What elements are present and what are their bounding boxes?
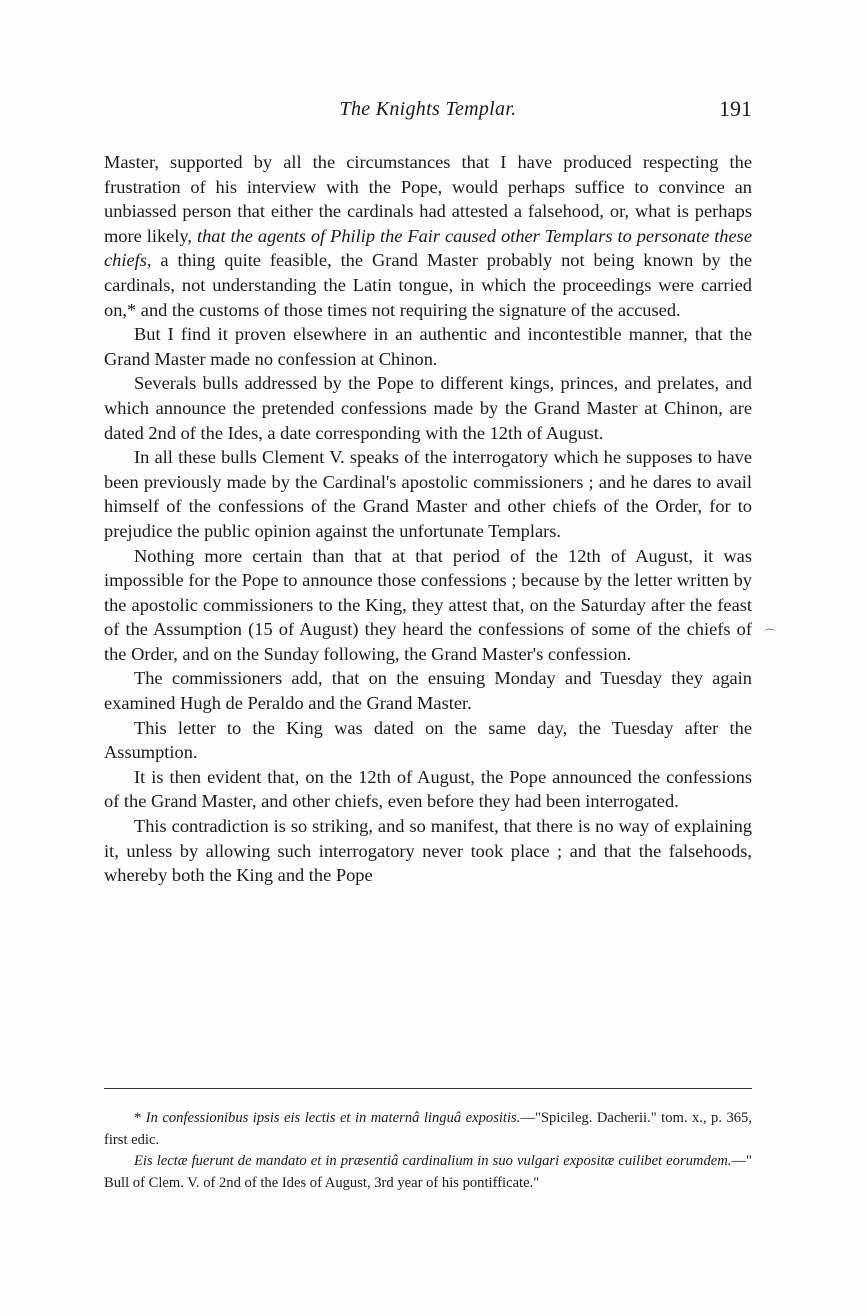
text-run: —" Bull of Clem. V. of 2nd of the Ides of August, 3rd year of his pontifficate." xyxy=(104,1153,752,1191)
paragraph xyxy=(104,150,752,322)
text-run: Severals bulls addressed by the Pope to different kings, princes, and prelates, and which announce the pretended confessions made by the Grand Master at Chinon, are dated 2nd of the Ides, a date corresponding with the 12th of August. xyxy=(104,373,752,443)
italic-text: that the agents of Philip the Fair caused other Templars to personate these chiefs, xyxy=(104,225,752,271)
text-run: This contradiction is so striking, and so manifest, that there is no way of explaining it, unless by allowing such interrogatory never took place ; and that the falsehoods, whereby both the King and the Pope xyxy=(104,816,752,886)
text-run: Nothing more certain than that at that period of the 12th of August, it was impossible for the Pope to announce those confessions ; because by the letter written by the apostolic commissioners to the King, they attest that, on the Saturday after the feast of the Assumption (15 of August) they heard the confessions of some of the chiefs of the Order, and on the Sunday following, the Grand Master's confession. xyxy=(104,545,752,664)
footnote-rule xyxy=(104,1088,752,1089)
italic-text: Eis lectæ fuerunt de mandato et in præsentiâ cardinalium in suo vulgari expositæ cuilibet eorumdem. xyxy=(134,1153,732,1170)
paragraph xyxy=(104,322,752,371)
running-title: The Knights Templar. xyxy=(339,98,517,120)
paragraph xyxy=(104,765,752,814)
paragraph xyxy=(104,544,752,667)
text-run: In all these bulls Clement V. speaks of the interrogatory which he supposes to have been previously made by the Cardinal's apostolic commissioners ; and he dares to avail himself of the confessions of the Grand Master and other chiefs of the Order, for to prejudice the public opinion against the unfortunate Templars. xyxy=(104,447,752,541)
page-header xyxy=(104,96,752,130)
footnote xyxy=(104,1151,752,1194)
text-run: It is then evident that, on the 12th of August, the Pope announced the confessions of the Grand Master, and other chiefs, even before they had been interrogated. xyxy=(104,766,752,812)
footnotes xyxy=(104,1108,752,1194)
paragraph xyxy=(104,445,752,543)
text-run: But I find it proven elsewhere in an authentic and incontestible manner, that the Grand Master made no confession at Chinon. xyxy=(104,324,752,369)
paragraph xyxy=(104,716,752,765)
text-run: a thing quite feasible, the Grand Master probably not being known by the cardinals, not understanding the Latin tongue, in which the proceedings were carried on,* and the customs of those times not requiring the signature of the accused. xyxy=(104,250,752,320)
paragraph xyxy=(104,371,752,445)
text-run: The commissioners add, that on the ensuing Monday and Tuesday they again examined Hugh de Peraldo and the Grand Master. xyxy=(104,668,752,714)
footnote xyxy=(104,1108,752,1151)
text-run: Master, supported by all the circumstances that I have produced respecting the frustration of his interview with the Pope, would perhaps suffice to convince an unbiassed person that either the cardinals had attested a falsehood, or, what is perhaps more likely, xyxy=(104,152,752,246)
body-text xyxy=(104,150,752,888)
italic-text: In confessionibus ipsis eis lectis et in maternâ linguâ expositis. xyxy=(145,1110,521,1126)
text-run: This letter to the King was dated on the same day, the Tuesday after the Assumption. xyxy=(104,717,752,763)
margin-mark: ⌒ xyxy=(764,628,777,642)
paragraph xyxy=(104,666,752,715)
page-number: 191 xyxy=(719,96,752,121)
text-run: —"Spicileg. Dacherii." tom. x., p. 365, first edic. xyxy=(104,1110,753,1148)
text-run: * xyxy=(134,1110,146,1126)
paragraph xyxy=(104,814,752,888)
